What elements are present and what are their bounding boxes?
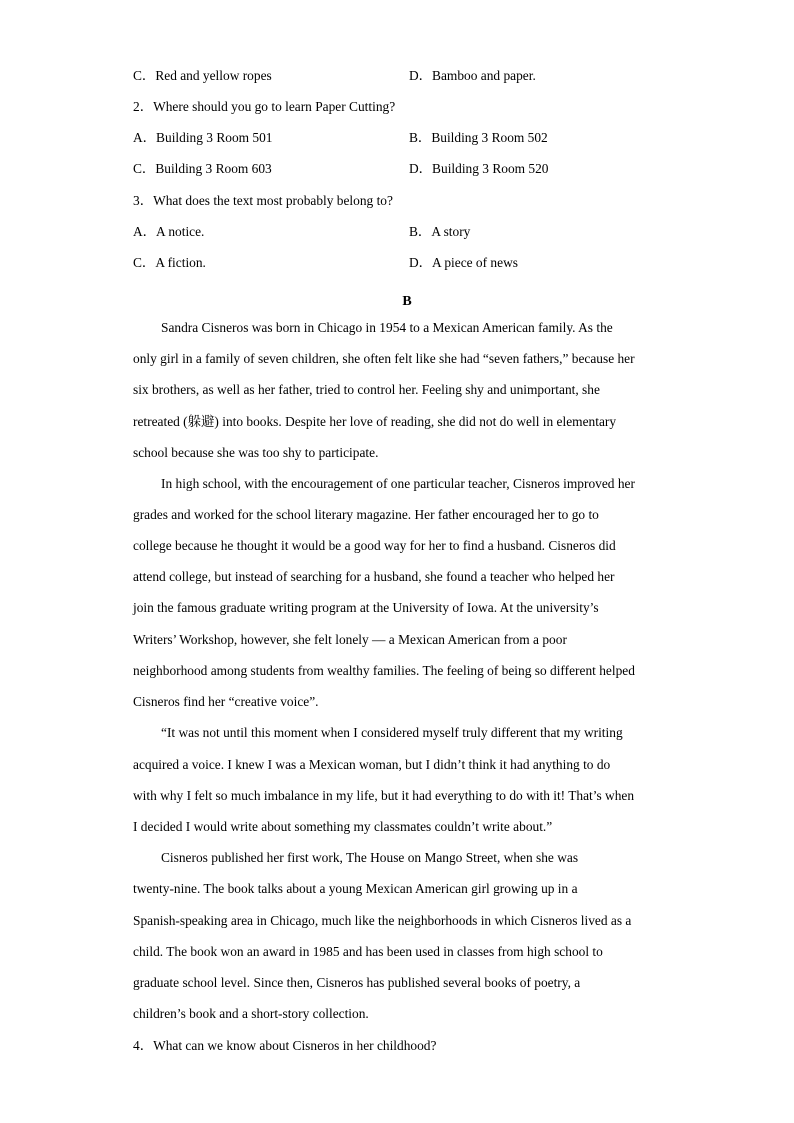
q3-option-b: B．A story <box>409 224 471 239</box>
passage-line: twenty-nine. The book talks about a young Mexican American girl growing up in a <box>133 881 578 896</box>
passage-line: neighborhood among students from wealthy families. The feeling of being so different helped <box>133 663 635 678</box>
q1-option-d: D．Bamboo and paper. <box>409 68 536 83</box>
passage-line: acquired a voice. I knew I was a Mexican woman, but I didn’t think it had anything to do <box>133 757 611 772</box>
passage-line: Writers’ Workshop, however, she felt lonely — a Mexican American from a poor <box>133 632 567 647</box>
passage-line: college because he thought it would be a good way for her to find a husband. Cisneros did <box>133 538 616 553</box>
q4-question: 4．What can we know about Cisneros in her childhood? <box>133 1038 437 1053</box>
passage-line: school because she was too shy to participate. <box>133 445 379 460</box>
q2-option-b: B．Building 3 Room 502 <box>409 130 548 145</box>
passage-line: Sandra Cisneros was born in Chicago in 1954 to a Mexican American family. As the <box>161 320 613 335</box>
q3-option-c: C．A fiction. <box>133 255 206 270</box>
passage-line: Spanish-speaking area in Chicago, much like the neighborhoods in which Cisneros lived as a <box>133 913 632 928</box>
q2-option-d: D．Building 3 Room 520 <box>409 161 549 176</box>
q2-question: 2．Where should you go to learn Paper Cutting? <box>133 99 396 114</box>
q3-option-d: D．A piece of news <box>409 255 518 270</box>
passage-line: attend college, but instead of searching for a husband, she found a teacher who helped her <box>133 569 615 584</box>
passage-line: Cisneros find her “creative voice”. <box>133 694 319 709</box>
q3-option-a: A．A notice. <box>133 224 205 239</box>
passage-line: with why I felt so much imbalance in my life, but it had everything to do with it! That’s when <box>133 788 635 803</box>
passage-line: “It was not until this moment when I considered myself truly different that my writing <box>161 725 623 740</box>
q2-option-a: A．Building 3 Room 501 <box>133 130 273 145</box>
q2-option-c: C．Building 3 Room 603 <box>133 161 272 176</box>
passage-line: only girl in a family of seven children, she often felt like she had “seven fathers,” because her <box>133 351 635 366</box>
passage-line: child. The book won an award in 1985 and has been used in classes from high school to <box>133 944 603 959</box>
passage-line: six brothers, as well as her father, tried to control her. Feeling shy and unimportant, she <box>133 382 600 397</box>
passage-line: retreated (躲避) into books. Despite her love of reading, she did not do well in elementary <box>133 414 617 429</box>
passage-line: grades and worked for the school literary magazine. Her father encouraged her to go to <box>133 507 599 522</box>
passage-line: children’s book and a short-story collection. <box>133 1006 369 1021</box>
passage-line: I decided I would write about something my classmates couldn’t write about.” <box>133 819 553 834</box>
section-heading: B <box>402 294 412 309</box>
q3-question: 3．What does the text most probably belong to? <box>133 193 393 208</box>
passage-line: Cisneros published her first work, The House on Mango Street, when she was <box>161 850 579 865</box>
passage-line: graduate school level. Since then, Cisneros has published several books of poetry, a <box>133 975 581 990</box>
passage-line: join the famous graduate writing program at the University of Iowa. At the university’s <box>133 600 599 615</box>
passage-line: In high school, with the encouragement of one particular teacher, Cisneros improved her <box>161 476 635 491</box>
q1-option-c: C．Red and yellow ropes <box>133 68 272 83</box>
